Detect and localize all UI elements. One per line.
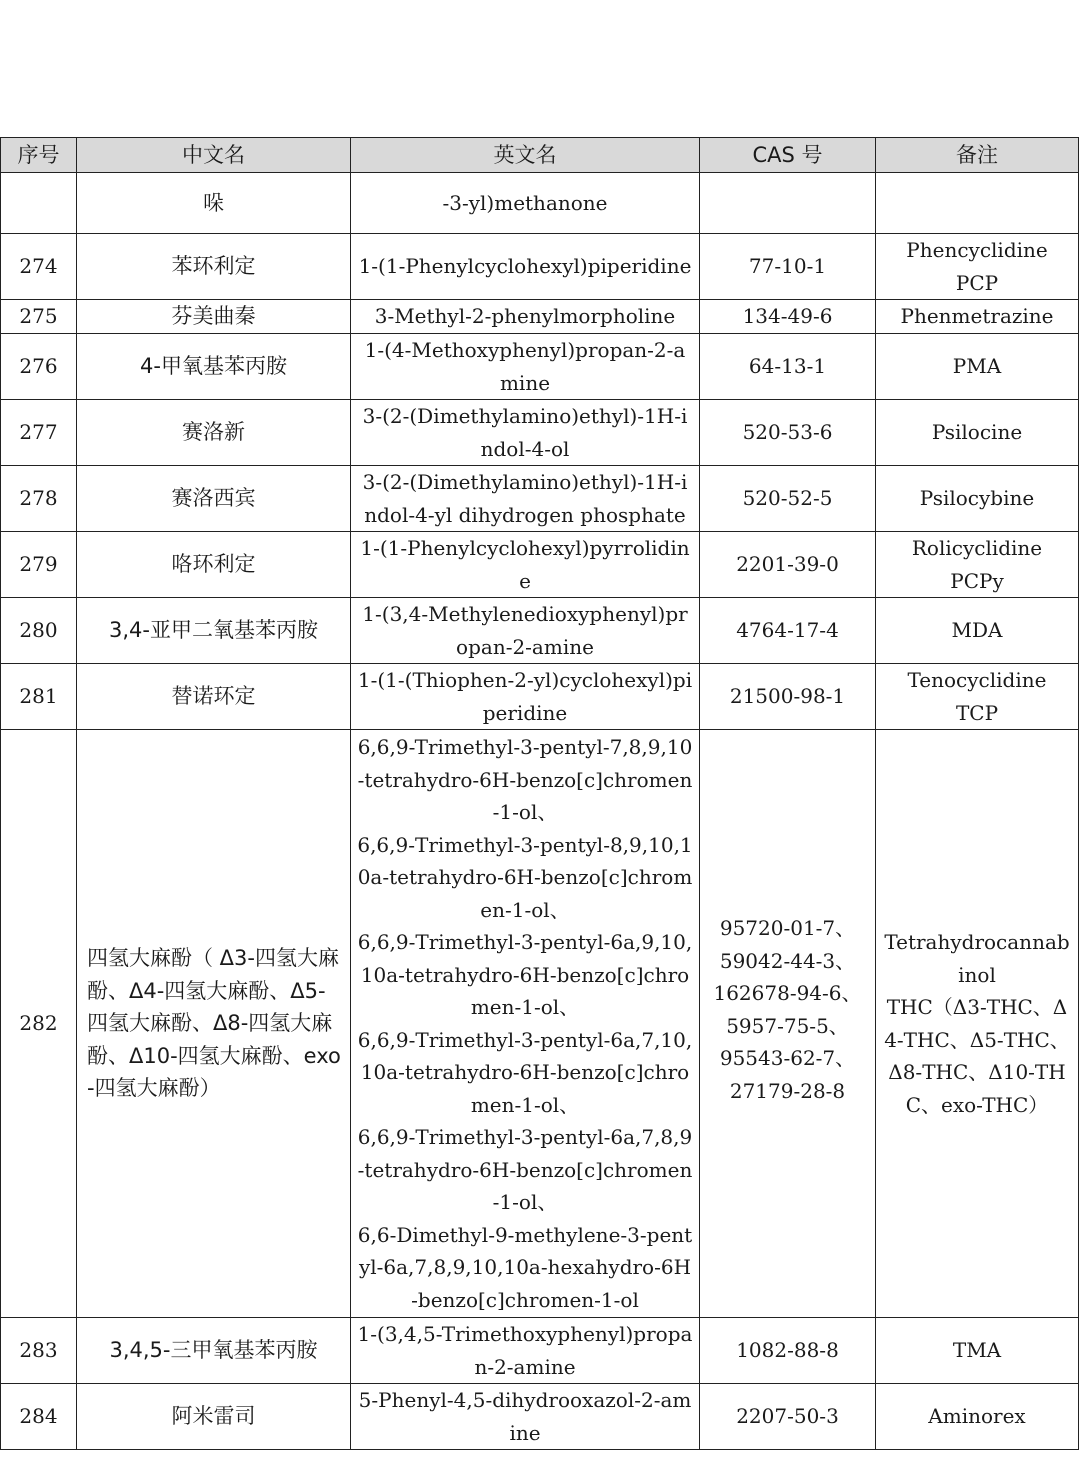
cell-no: 276 [1,334,77,400]
cell-cn: 哚 [77,173,351,234]
en-item: 6,6,9-Trimethyl-3-pentyl-6a,7,10,10a-tetrahydro-6H-benzo[c]chromen-1-ol、 [357,1027,693,1117]
cell-cas [700,173,876,234]
cell-cas: 520-53-6 [700,400,876,466]
cell-note: Psilocine [876,400,1079,466]
cell-en: 1-(1-Phenylcyclohexyl)piperidine [351,234,700,300]
en-item: 6,6,9-Trimethyl-3-pentyl-8,9,10,10a-tetrahydro-6H-benzo[c]chromen-1-ol、 [357,832,693,922]
cell-no: 278 [1,466,77,532]
cell-cas: 2207-50-3 [700,1384,876,1450]
cell-no: 283 [1,1318,77,1384]
en-item: 6,6,9-Trimethyl-3-pentyl-6a,9,10,10a-tetrahydro-6H-benzo[c]chromen-1-ol、 [357,930,693,1019]
note-line: Tetrahydrocannabinol [884,930,1070,987]
cell-cas: 64-13-1 [700,334,876,400]
cell-no: 284 [1,1384,77,1450]
table-row [1,234,1079,300]
cell-note [876,730,1079,1318]
table-row [1,400,1079,466]
cell-note: PMA [876,334,1079,400]
cell-no: 281 [1,664,77,730]
header-cn: 中文名 [77,138,351,173]
cell-note: MDA [876,598,1079,664]
cell-cn: 3,4-亚甲二氧基苯丙胺 [77,598,351,664]
cas-item: 5957-75-5、 [726,1013,849,1038]
cell-no: 277 [1,400,77,466]
cell-en: 3-(2-(Dimethylamino)ethyl)-1H-indol-4-yl dihydrogen phosphate [351,466,700,532]
table-header-row [1,138,1079,173]
cell-no: 275 [1,300,77,334]
header-note: 备注 [876,138,1079,173]
table-row [1,466,1079,532]
table-row [1,300,1079,334]
cas-item: 95543-62-7、 [719,1046,856,1070]
cell-en: 3-Methyl-2-phenylmorpholine [351,300,700,334]
cell-en: 5-Phenyl-4,5-dihydrooxazol-2-amine [351,1384,700,1450]
cell-cas-list [700,730,876,1318]
cell-cn: 3,4,5-三甲氧基苯丙胺 [77,1318,351,1384]
cas-item: 27179-28-8 [729,1078,846,1103]
cell-en: 1-(1-(Thiophen-2-yl)cyclohexyl)piperidine [351,664,700,730]
table-row [1,598,1079,664]
cell-en: 1-(3,4,5-Trimethoxyphenyl)propan-2-amine [351,1318,700,1384]
cell-note: Phenmetrazine [876,300,1079,334]
cell-en: 1-(3,4-Methylenedioxyphenyl)propan-2-amine [351,598,700,664]
table-row [1,532,1079,598]
table-row [1,664,1079,730]
cell-cas: 520-52-5 [700,466,876,532]
cell-cas: 134-49-6 [700,300,876,334]
en-item: 6,6-Dimethyl-9-methylene-3-pentyl-6a,7,8,9,10,10a-hexahydro-6H-benzo[c]chromen-1-ol [357,1222,693,1312]
cell-en: 3-(2-(Dimethylamino)ethyl)-1H-indol-4-ol [351,400,700,466]
cell-cas: 2201-39-0 [700,532,876,598]
cell-no: 279 [1,532,77,598]
note-line: Rolicyclidine [911,536,1043,560]
cell-cn: 苯环利定 [77,234,351,300]
cell-en: 1-(1-Phenylcyclohexyl)pyrrolidine [351,532,700,598]
cell-cn: 替诺环定 [77,664,351,730]
table-row [1,1318,1079,1384]
cas-item: 95720-01-7、 [719,916,856,940]
cell-cas: 21500-98-1 [700,664,876,730]
note-line: PCP [955,270,999,295]
cell-cn: 芬美曲秦 [77,300,351,334]
cell-cn: 四氢大麻酚（ Δ3-四氢大麻酚、Δ4-四氢大麻酚、Δ5-四氢大麻酚、Δ8-四氢大麻酚、Δ10-四氢大麻酚、exo-四氢大麻酚） [77,730,351,1318]
cell-note [876,532,1079,598]
cell-note: Aminorex [876,1384,1079,1450]
cell-cas: 4764-17-4 [700,598,876,664]
table-row [1,334,1079,400]
cell-note [876,234,1079,300]
cell-cn: 4-甲氧基苯丙胺 [77,334,351,400]
cell-cn: 咯环利定 [77,532,351,598]
cell-cn: 赛洛西宾 [77,466,351,532]
header-no: 序号 [1,138,77,173]
table-row [1,1384,1079,1450]
note-line: Phencyclidine [906,238,1048,262]
table-row-continued [1,173,1079,234]
note-line: Tenocyclidine [907,668,1047,692]
cell-en-list [351,730,700,1318]
cas-item: 162678-94-6、 [713,981,862,1005]
cell-no [1,173,77,234]
cell-cas: 1082-88-8 [700,1318,876,1384]
cell-no: 282 [1,730,77,1318]
cell-cas: 77-10-1 [700,234,876,300]
cell-note [876,664,1079,730]
en-item: 6,6,9-Trimethyl-3-pentyl-7,8,9,10-tetrahydro-6H-benzo[c]chromen-1-ol、 [357,735,693,824]
cell-en: -3-yl)methanone [351,173,700,234]
en-item: 6,6,9-Trimethyl-3-pentyl-6a,7,8,9-tetrahydro-6H-benzo[c]chromen-1-ol、 [357,1125,693,1214]
cell-note: Psilocybine [876,466,1079,532]
note-line: PCPy [950,568,1004,593]
cell-cn: 阿米雷司 [77,1384,351,1450]
cell-no: 280 [1,598,77,664]
cell-note [876,173,1079,234]
substance-table [0,137,1079,1450]
note-line: TCP [955,700,999,725]
header-cas: CAS 号 [700,138,876,173]
table-row-282 [1,730,1079,1318]
header-en: 英文名 [351,138,700,173]
cas-item: 59042-44-3、 [719,948,856,973]
cell-no: 274 [1,234,77,300]
cell-cn: 赛洛新 [77,400,351,466]
note-line: THC（Δ3-THC、Δ4-THC、Δ5-THC、Δ8-THC、Δ10-THC、exo-THC） [884,995,1070,1117]
cell-note: TMA [876,1318,1079,1384]
cell-en: 1-(4-Methoxyphenyl)propan-2-amine [351,334,700,400]
